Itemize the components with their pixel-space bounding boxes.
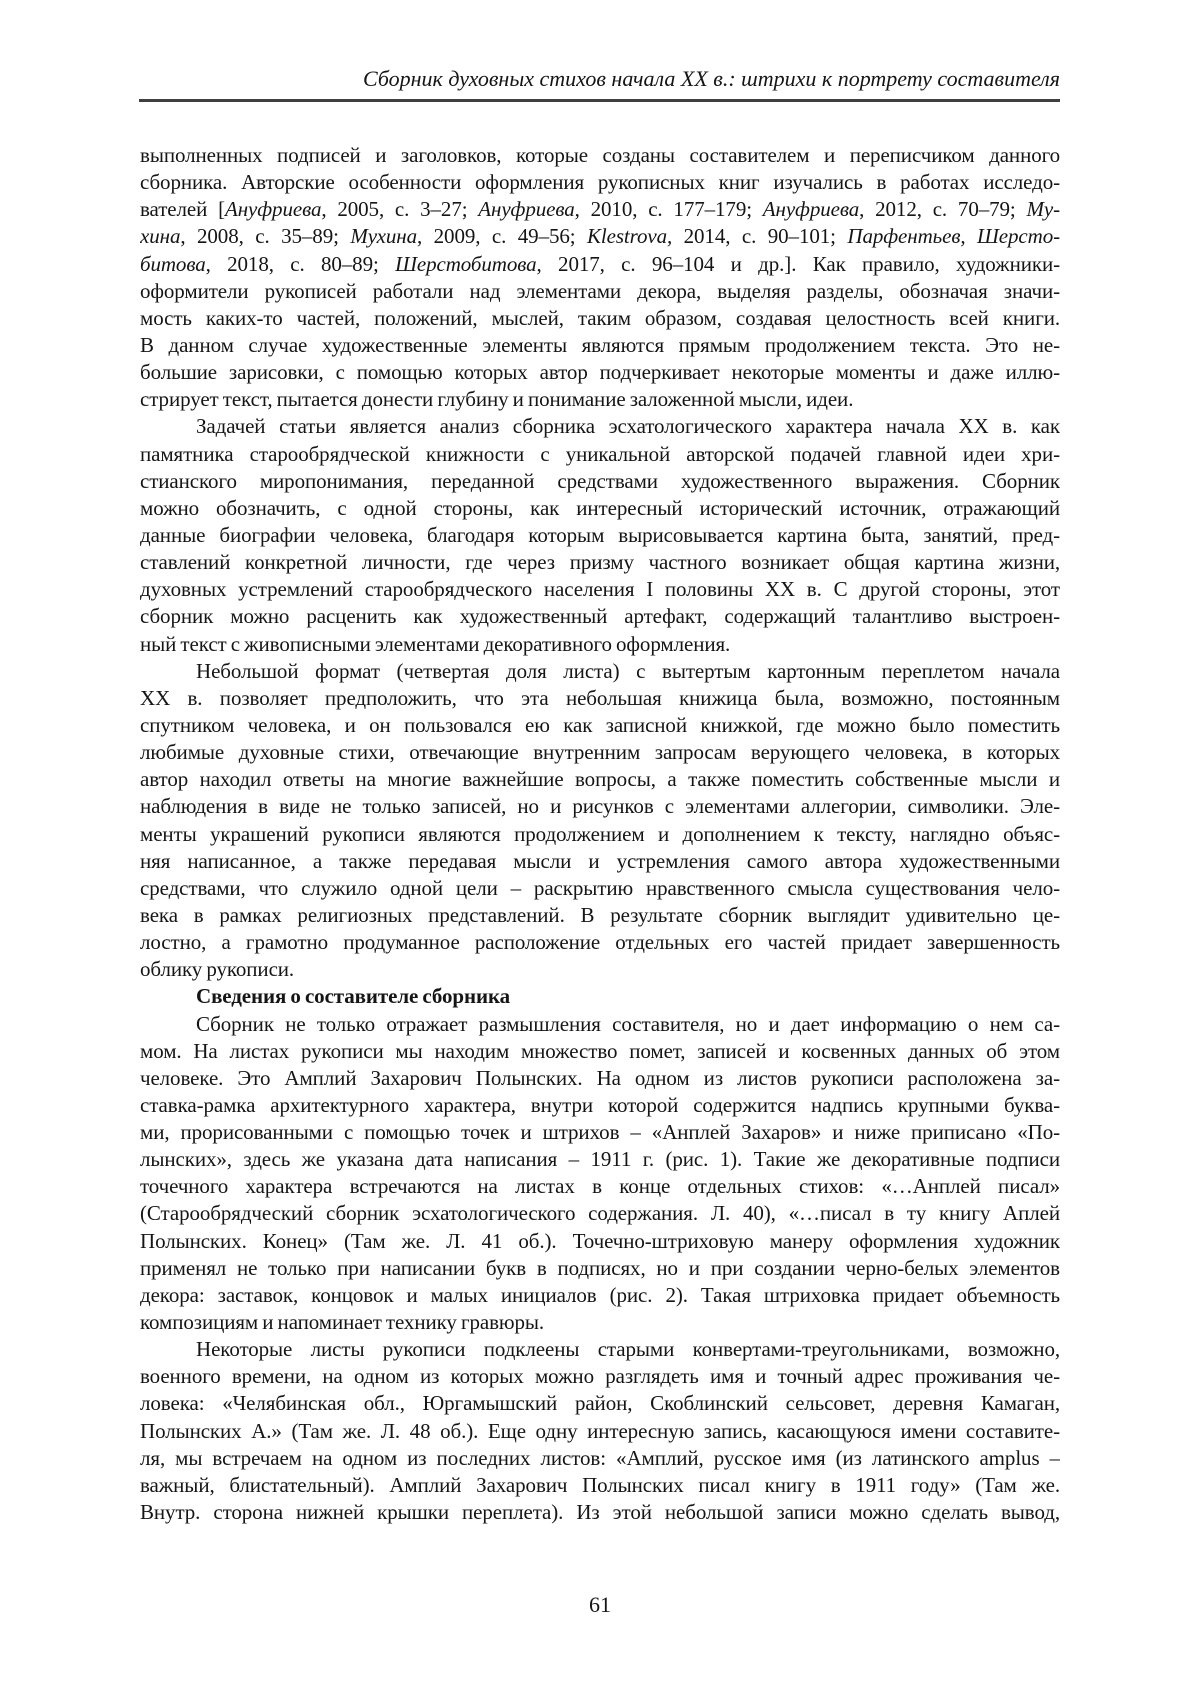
text-line: ставлений конкретной личности, где через призму частного возникает общая картина жизни, [140, 550, 1060, 575]
text-line: спутником человека, и он пользовался ею как записной книжкой, где можно было поместить [140, 712, 1060, 737]
text-line: XX в. позволяет предположить, что эта небольшая книжица была, возможно, постоянным [140, 685, 1060, 710]
text-line: применял не только при написании букв в подписях, но и при создании черно-белых элементов [140, 1255, 1060, 1280]
text-line: человеке. Это Амплий Захарович Полынских. На одном из листов рукописи расположена за- [140, 1065, 1060, 1090]
text-line: (Старообрядческий сборник эсхатологического содержания. Л. 40), «…писал в ту книгу Аплей [140, 1201, 1060, 1226]
text-line: лостно, а грамотно продуманное расположение отдельных его частей придает завершенность [140, 930, 1060, 955]
text-line: Небольшой формат (четвертая доля листа) с вытертым картонным переплетом начала [196, 658, 1060, 683]
text-line: облику рукописи. [140, 957, 295, 982]
text-line: можно обозначить, с одной стороны, как интересный исторический источник, отражающий [140, 495, 1060, 520]
text-line: мость каких-то частей, положений, мыслей, таким образом, создавая целостность всей книги. [140, 305, 1060, 330]
text-line: менты украшений рукописи являются продолжением и дополнением к тексту, наглядно объяс- [140, 821, 1060, 846]
header-rule-divider [139, 99, 1060, 102]
text-line: ставка-рамка архитектурного характера, внутри которой содержится надпись крупными буква- [140, 1092, 1060, 1117]
text-line: Некоторые листы рукописи подклеены старыми конвертами-треугольниками, возможно, [196, 1337, 1060, 1362]
text-line: Полынских. Конец» (Там же. Л. 41 об.). Точечно-штриховую манеру оформления художник [140, 1228, 1060, 1253]
text-line: сборника. Авторские особенности оформления рукописных книг изучались в работах исследо- [140, 170, 1060, 195]
text-line: декора: заставок, концовок и малых инициалов (рис. 2). Такая штриховка придает объемность [140, 1282, 1060, 1307]
text-line: Задачей статьи является анализ сборника эсхатологического характера начала XX в. как [196, 414, 1060, 439]
text-line: В данном случае художественные элементы являются прямым продолжением текста. Это не- [140, 332, 1060, 357]
text-line: духовных устремлений старообрядческого населения I половины XX в. С другой стороны, этот [140, 577, 1060, 602]
text-line: стрирует текст, пытается донести глубину и понимание заложенной мысли, идеи. [140, 387, 854, 412]
text-line: Сборник не только отражает размышления составителя, но и дает информацию о нем са- [196, 1011, 1060, 1036]
running-header: Сборник духовных стихов начала XX в.: штрихи к портрету составителя [363, 66, 1060, 91]
text-line: памятника старообрядческой книжности с уникальной авторской подачей главной идеи хри- [140, 441, 1060, 466]
text-line: оформители рукописей работали над элементами декора, выделяя разделы, обозначая значи- [140, 278, 1060, 303]
section-heading: Сведения о составителе сборника [196, 984, 511, 1009]
text-line: вателей [Ануфриева, 2005, с. 3–27; Ануфриева, 2010, с. 177–179; Ануфриева, 2012, с. 70–79; Му- [140, 197, 1060, 222]
text-line: няя написанное, а также передавая мысли и устремления самого автора художественными [140, 848, 1060, 873]
text-line: лынских», здесь же указана дата написания – 1911 г. (рис. 1). Такие же декоративные подписи [140, 1147, 1060, 1172]
text-line: важный, блистательный). Амплий Захарович Полынских писал книгу в 1911 году» (Там же. [140, 1472, 1060, 1497]
text-line: любимые духовные стихи, отвечающие внутренним запросам верующего человека, в которых [140, 740, 1060, 765]
text-line: наблюдения в виде не только записей, но и рисунков с элементами аллегории, символики. Эле- [140, 794, 1060, 819]
text-line: данные биографии человека, благодаря которым вырисовывается картина быта, занятий, пред- [140, 522, 1060, 547]
text-line: сборник можно расценить как художественный артефакт, содержащий талантливо выстроен- [140, 604, 1060, 629]
text-line: стианского миропонимания, переданной средствами художественного выражения. Сборник [140, 468, 1060, 493]
text-line: Внутр. сторона нижней крышки переплета). Из этой небольшой записи можно сделать вывод, [140, 1500, 1060, 1525]
text-line: композициям и напоминает технику гравюры. [140, 1310, 545, 1335]
text-line: хина, 2008, с. 35–89; Мухина, 2009, с. 49–56; Klestrova, 2014, с. 90–101; Парфентьев, Шерсто- [140, 224, 1060, 249]
body-text [140, 142, 1060, 1526]
text-line: ля, мы встречаем на одном из последних листов: «Амплий, русское имя (из латинского amplus – [140, 1445, 1060, 1470]
text-line: ми, прорисованными с помощью точек и штрихов – «Анплей Захаров» и ниже приписано «По- [140, 1120, 1060, 1145]
text-line: средствами, что служило одной цели – раскрытию нравственного смысла существования чело- [140, 875, 1060, 900]
text-line: мом. На листах рукописи мы находим множество помет, записей и косвенных данных об этом [140, 1038, 1060, 1063]
text-line: автор находил ответы на многие важнейшие вопросы, а также поместить собственные мысли и [140, 767, 1060, 792]
text-line: военного времени, на одном из которых можно разглядеть имя и точный адрес проживания че- [140, 1364, 1060, 1389]
text-line: точечного характера встречаются на листах в конце отдельных стихов: «…Анплей писал» [140, 1174, 1060, 1199]
text-line: века в рамках религиозных представлений. В результате сборник выглядит удивительно це- [140, 902, 1060, 927]
text-line: ловека: «Челябинская обл., Юргамышский район, Скоблинский сельсовет, деревня Камаган, [140, 1391, 1060, 1416]
text-line: большие зарисовки, с помощью которых автор подчеркивает некоторые моменты и даже иллю- [140, 360, 1060, 385]
text-line: битова, 2018, с. 80–89; Шерстобитова, 2017, с. 96–104 и др.]. Как правило, художники- [140, 251, 1060, 276]
text-line: выполненных подписей и заголовков, которые созданы составителем и переписчиком данного [140, 143, 1060, 167]
text-line: ный текст с живописными элементами декоративного оформления. [140, 631, 731, 656]
text-line: Полынских А.» (Там же. Л. 48 об.). Еще одну интересную запись, касающуюся имени составите- [140, 1418, 1060, 1443]
page-number: 61 [589, 1592, 611, 1617]
